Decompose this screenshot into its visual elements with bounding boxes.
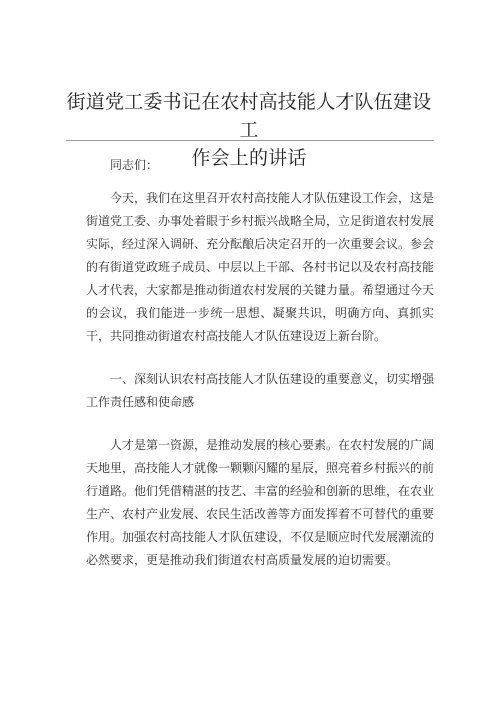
document-body xyxy=(86,143,434,572)
greeting: 同志们： xyxy=(110,158,159,172)
section-heading-1: 一、深刻认识农村高技能人才队伍建设的重要意义，切实增强工作责任感和使命感 xyxy=(86,372,435,409)
title-line-1: 街道党工委书记在农村高技能人才队伍建设工 xyxy=(66,91,432,141)
title-line-2: 作会上的讲话 xyxy=(191,147,307,169)
paragraph-opening: 今天，我们在这里召开农村高技能人才队伍建设工作会，这是街道党工委、办事处着眼于乡村振兴战略全局，立足街道农村发展实际，经过深入调研、充分酝酿后决定召开的一次重要会议。参会的有街道党政班子成员、中层以上干部、各村书记以及农村高技能人才代表，大家都是推动街道农村发展的关键力量。希望通过今天的会议，我们能进一步统一思想、凝聚共识，明确方向、真抓实干，共同推动街道农村高技能人才队伍建设迈上新台阶。 xyxy=(86,191,435,343)
paragraph-talent: 人才是第一资源，是推动发展的核心要素。在农村发展的广阔天地里，高技能人才就像一颗颗闪耀的星辰，照亮着乡村振兴的前行道路。他们凭借精湛的技艺、丰富的经验和创新的思维，在农业生产、农村产业发展、农民生活改善等方面发挥着不可替代的重要作用。加强农村高技能人才队伍建设，不仅是顺应时代发展潮流的必然要求，更是推动我们街道农村高质量发展的迫切需要。 xyxy=(86,438,435,567)
title-divider xyxy=(66,140,434,141)
